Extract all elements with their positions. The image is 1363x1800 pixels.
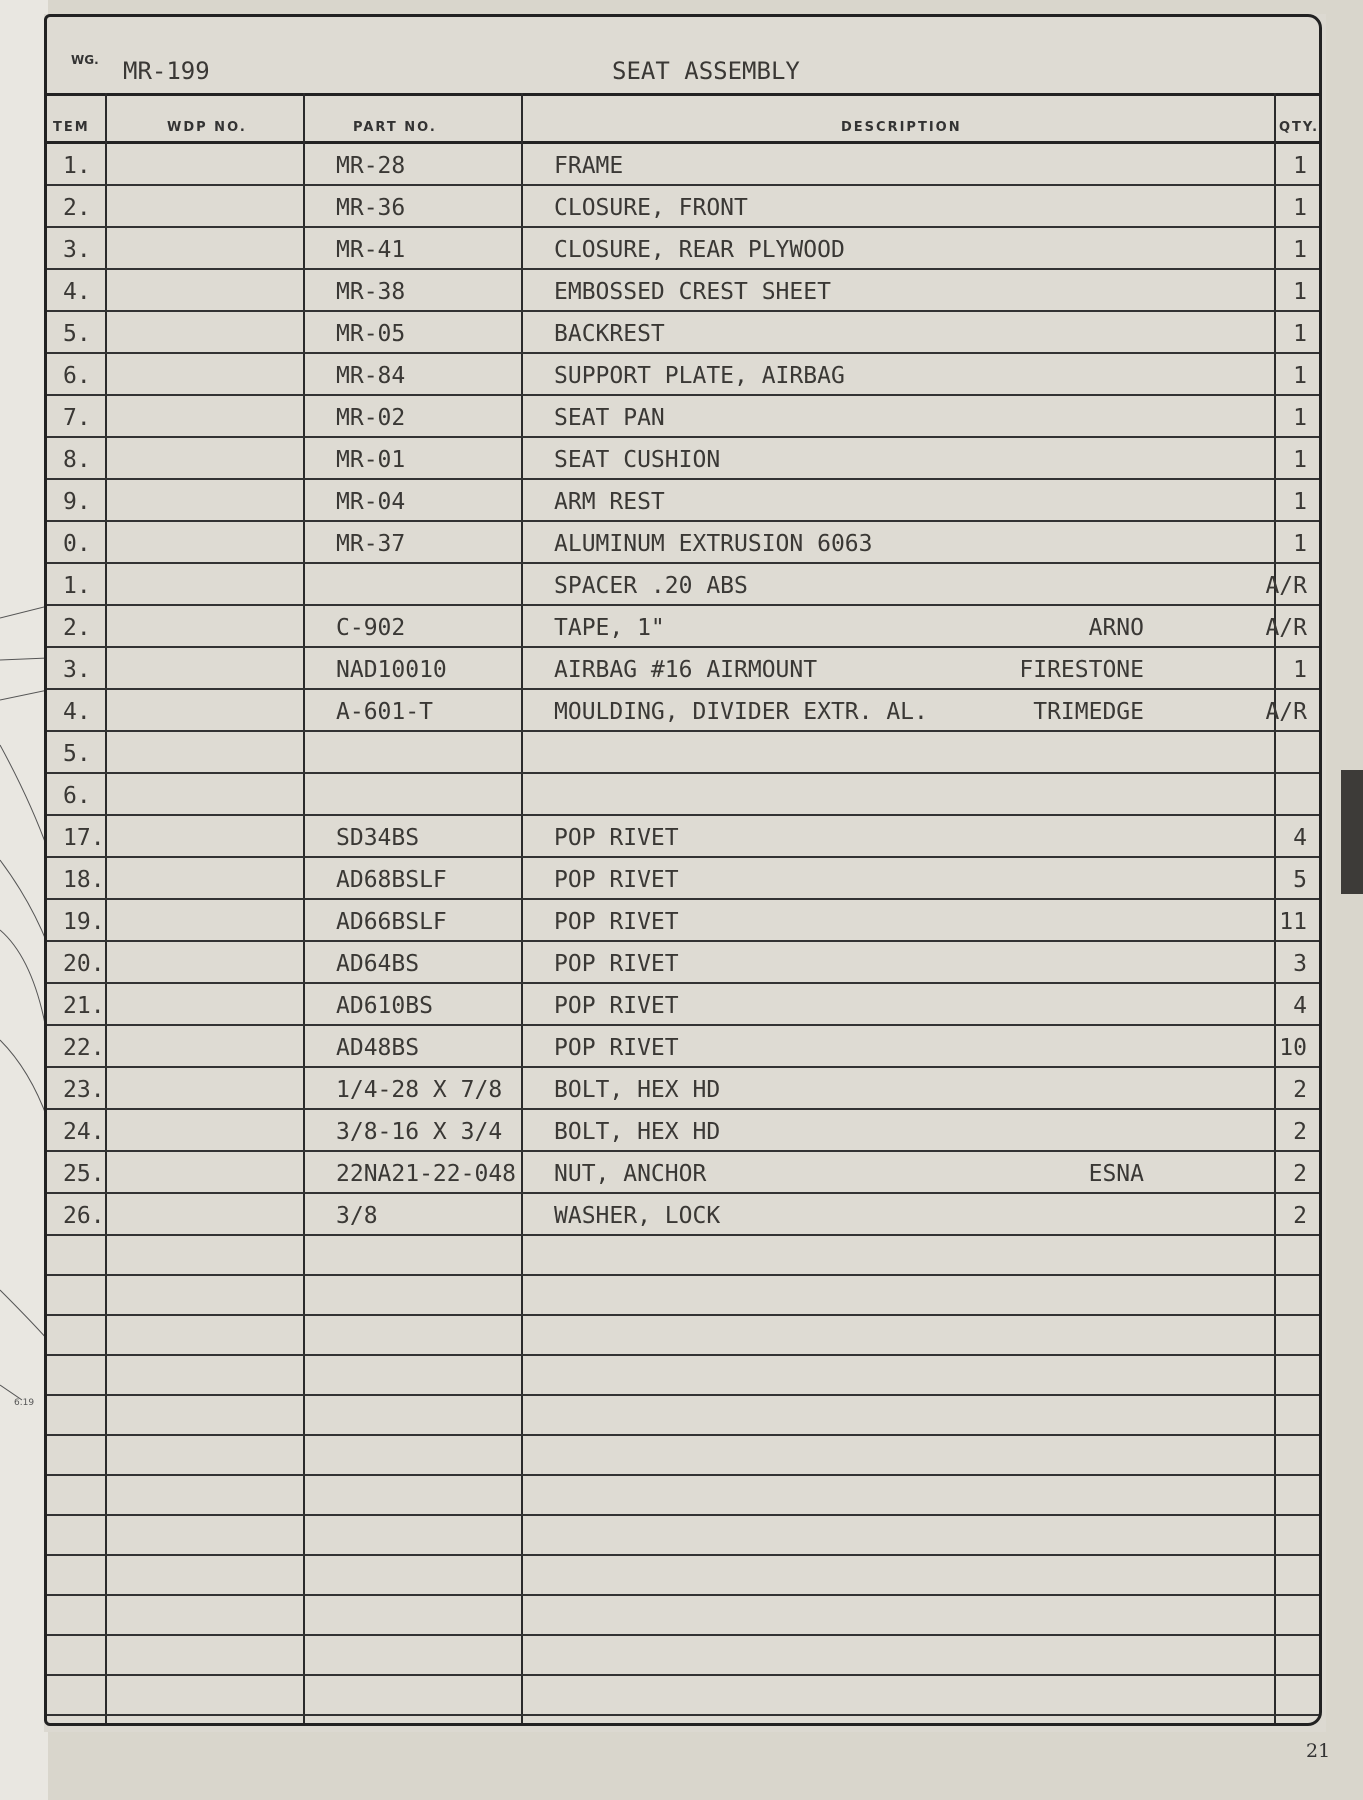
drawing-number: MR-199 [123,57,210,85]
quantity: 11 [1279,909,1307,935]
part-description: SUPPORT PLATE, AIRBAG [554,363,845,389]
item-number: 23. [63,1077,105,1103]
table-row [47,1068,1319,1110]
quantity: 2 [1293,1077,1307,1103]
part-description: SEAT PAN [554,405,665,431]
item-number: 19. [63,909,105,935]
quantity: 1 [1293,363,1307,389]
vendor-name: ESNA [1088,1161,1144,1187]
item-number: 3. [63,237,91,263]
quantity: 10 [1279,1035,1307,1061]
part-description: POP RIVET [554,867,679,893]
column-header-description: DESCRIPTION [841,120,962,135]
item-number: 21. [63,993,105,1019]
part-number: A-601-T [336,699,433,725]
item-number: 1. [63,573,91,599]
drawing-fragment [0,0,48,1800]
part-number: MR-36 [336,195,406,221]
table-row [47,858,1319,900]
item-number: 5. [63,741,91,767]
quantity: 1 [1293,153,1307,179]
empty-row-rule [47,1594,1319,1596]
column-header-item: TEM [53,120,90,135]
item-number: 18. [63,867,105,893]
part-description: SEAT CUSHION [554,447,721,473]
item-number: 25. [63,1161,105,1187]
item-number: 3. [63,657,91,683]
part-number: MR-02 [336,405,406,431]
table-row [47,942,1319,984]
part-description: FRAME [554,153,624,179]
empty-row-rule [47,1714,1319,1716]
item-number: 24. [63,1119,105,1145]
part-description: MOULDING, DIVIDER EXTR. AL. [554,699,928,725]
table-row [47,1194,1319,1236]
item-number: 1. [63,153,91,179]
column-header-part: PART NO. [353,120,437,135]
item-number: 7. [63,405,91,431]
table-row [47,1026,1319,1068]
empty-row-rule [47,1474,1319,1476]
empty-row-rule [47,1434,1319,1436]
part-number: SD34BS [336,825,420,851]
vendor-name: ARNO [1088,615,1144,641]
item-number: 6. [63,783,91,809]
part-number: MR-41 [336,237,406,263]
page-number: 21 [1306,1740,1331,1762]
quantity: 2 [1293,1119,1307,1145]
empty-row-rule [47,1314,1319,1316]
part-number: MR-01 [336,447,406,473]
quantity: 4 [1293,993,1307,1019]
quantity: 1 [1293,237,1307,263]
part-description: CLOSURE, FRONT [554,195,748,221]
item-number: 26. [63,1203,105,1229]
quantity: 3 [1293,951,1307,977]
table-row [47,648,1319,690]
column-header-wdp: WDP NO. [167,120,247,135]
item-number: 9. [63,489,91,515]
parts-list-sheet [44,14,1326,1732]
table-row [47,144,1319,186]
part-number: AD610BS [336,993,433,1019]
part-description: CLOSURE, REAR PLYWOOD [554,237,845,263]
part-number: 3/8-16 X 3/4 [336,1119,503,1145]
part-description: TAPE, 1" [554,615,665,641]
table-row [47,774,1319,816]
quantity: 2 [1293,1203,1307,1229]
table-row [47,480,1319,522]
parts-list-frame [44,14,1322,1726]
part-description: BACKREST [554,321,665,347]
item-number: 8. [63,447,91,473]
part-description: POP RIVET [554,1035,679,1061]
vendor-name: TRIMEDGE [1033,699,1144,725]
part-number: 3/8 [336,1203,378,1229]
quantity: A/R [1265,615,1307,641]
part-number: AD66BSLF [336,909,447,935]
table-row [47,186,1319,228]
part-number: AD48BS [336,1035,420,1061]
part-description: POP RIVET [554,993,679,1019]
empty-row-rule [47,1634,1319,1636]
part-description: AIRBAG #16 AIRMOUNT [554,657,818,683]
part-description: EMBOSSED CREST SHEET [554,279,831,305]
quantity: 5 [1293,867,1307,893]
quantity: A/R [1265,699,1307,725]
quantity: 1 [1293,195,1307,221]
table-row [47,438,1319,480]
table-row [47,312,1319,354]
vendor-name: FIRESTONE [1019,657,1144,683]
table-row [47,816,1319,858]
quantity: 2 [1293,1161,1307,1187]
quantity: 1 [1293,657,1307,683]
empty-row-rule [47,1674,1319,1676]
empty-row-rule [47,1554,1319,1556]
part-number: 22NA21-22-048 [336,1161,517,1187]
item-number: 17. [63,825,105,851]
table-row [47,522,1319,564]
table-row [47,984,1319,1026]
quantity: 1 [1293,405,1307,431]
part-description: SPACER .20 ABS [554,573,748,599]
quantity: 1 [1293,489,1307,515]
column-header-qty: QTY. [1279,120,1320,135]
part-description: POP RIVET [554,909,679,935]
empty-row-rule [47,1514,1319,1516]
quantity: 1 [1293,279,1307,305]
item-number: 4. [63,699,91,725]
part-number: MR-84 [336,363,406,389]
table-row [47,606,1319,648]
table-row [47,354,1319,396]
part-number: 1/4-28 X 7/8 [336,1077,503,1103]
item-number: 2. [63,615,91,641]
table-row [47,690,1319,732]
empty-row-rule [47,1354,1319,1356]
quantity: 1 [1293,531,1307,557]
item-number: 22. [63,1035,105,1061]
table-row [47,1110,1319,1152]
quantity: 1 [1293,447,1307,473]
part-description: BOLT, HEX HD [554,1077,721,1103]
part-number: C-902 [336,615,406,641]
part-description: POP RIVET [554,951,679,977]
part-description: WASHER, LOCK [554,1203,721,1229]
sheet-title: SEAT ASSEMBLY [612,57,800,85]
table-row [47,732,1319,774]
quantity: 4 [1293,825,1307,851]
empty-row-rule [47,1394,1319,1396]
item-number: 2. [63,195,91,221]
item-number: 5. [63,321,91,347]
table-row [47,396,1319,438]
item-number: 0. [63,531,91,557]
table-row [47,270,1319,312]
item-number: 4. [63,279,91,305]
part-number: AD64BS [336,951,420,977]
table-row [47,564,1319,606]
part-number: MR-04 [336,489,406,515]
item-number: 6. [63,363,91,389]
part-description: ARM REST [554,489,665,515]
drawing-label: WG. [71,53,99,67]
part-description: NUT, ANCHOR [554,1161,707,1187]
table-row [47,900,1319,942]
part-description: ALUMINUM EXTRUSION 6063 [554,531,873,557]
table-row [47,228,1319,270]
part-description: POP RIVET [554,825,679,851]
previous-page-edge [0,0,48,1800]
part-number: NAD10010 [336,657,447,683]
quantity: 1 [1293,321,1307,347]
part-number: MR-38 [336,279,406,305]
part-number: MR-37 [336,531,406,557]
margin-note: 6.19 [14,1398,35,1408]
part-number: MR-28 [336,153,406,179]
quantity: A/R [1265,573,1307,599]
empty-row-rule [47,1274,1319,1276]
part-number: MR-05 [336,321,406,347]
item-number: 20. [63,951,105,977]
part-number: AD68BSLF [336,867,447,893]
part-description: BOLT, HEX HD [554,1119,721,1145]
table-row [47,1152,1319,1194]
header-rule [47,93,1319,96]
section-tab [1341,770,1363,894]
